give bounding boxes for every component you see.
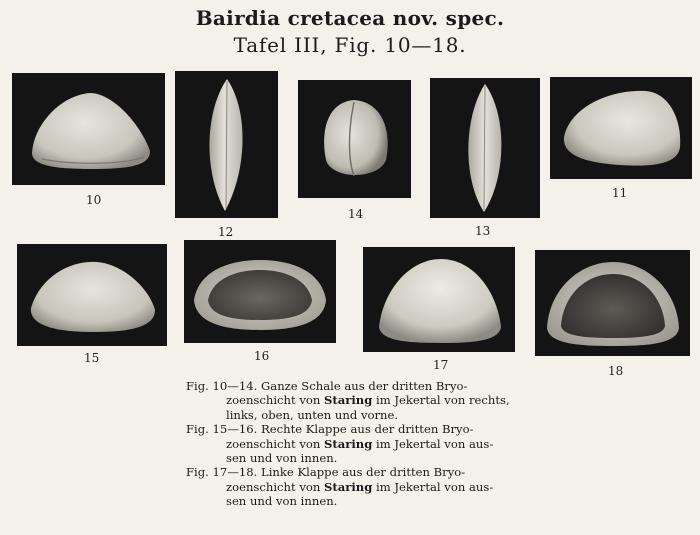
figure-17-label: 17 <box>433 358 449 372</box>
caption-line: sen und von innen. <box>226 494 338 509</box>
figure-18-label: 18 <box>608 364 624 378</box>
caption-line: Fig. 10—14. Ganze Schale aus der dritten Bryo- <box>186 379 468 393</box>
author-name: Staring <box>324 479 373 494</box>
figure-15-label: 15 <box>84 351 100 365</box>
figure-13-photo <box>430 78 540 218</box>
caption-entry <box>186 465 526 508</box>
caption-line: Fig. 17—18. Linke Klappe aus der dritten Bryo- <box>186 465 466 480</box>
figure-14-label: 14 <box>348 207 364 221</box>
figure-caption <box>186 379 526 509</box>
figure-12-label: 12 <box>218 225 234 239</box>
figure-18-photo <box>535 250 690 356</box>
figure-10-label: 10 <box>86 193 102 207</box>
caption-line: zoenschicht von Staring im Jekertal von rechts, <box>226 393 510 408</box>
figure-11-photo <box>550 77 692 179</box>
figure-15-photo <box>17 244 167 346</box>
caption-line: sen und von innen. <box>226 451 338 466</box>
caption-line: zoenschicht von Staring im Jekertal von aus- <box>226 479 494 494</box>
figure-16-label: 16 <box>254 349 270 363</box>
caption-line: zoenschicht von Staring im Jekertal von aus- <box>226 436 494 451</box>
figure-12-photo <box>175 71 278 218</box>
caption-line: links, oben, unten und vorne. <box>226 407 399 422</box>
caption-entry <box>186 379 526 422</box>
figure-14-photo <box>298 80 411 198</box>
author-name: Staring <box>324 393 373 408</box>
plate-title: Bairdia cretacea nov. spec. <box>195 6 505 30</box>
figure-16-photo <box>184 240 336 343</box>
caption-line: Fig. 15—16. Rechte Klappe aus der dritten Bryo- <box>186 422 474 437</box>
caption-entry <box>186 422 526 465</box>
plate-subtitle: Tafel III, Fig. 10—18. <box>233 33 467 57</box>
figure-17-photo <box>363 247 515 352</box>
figure-13-label: 13 <box>475 224 491 238</box>
author-name: Staring <box>324 436 373 451</box>
figure-11-label: 11 <box>612 186 628 200</box>
figure-10-photo <box>12 73 165 185</box>
